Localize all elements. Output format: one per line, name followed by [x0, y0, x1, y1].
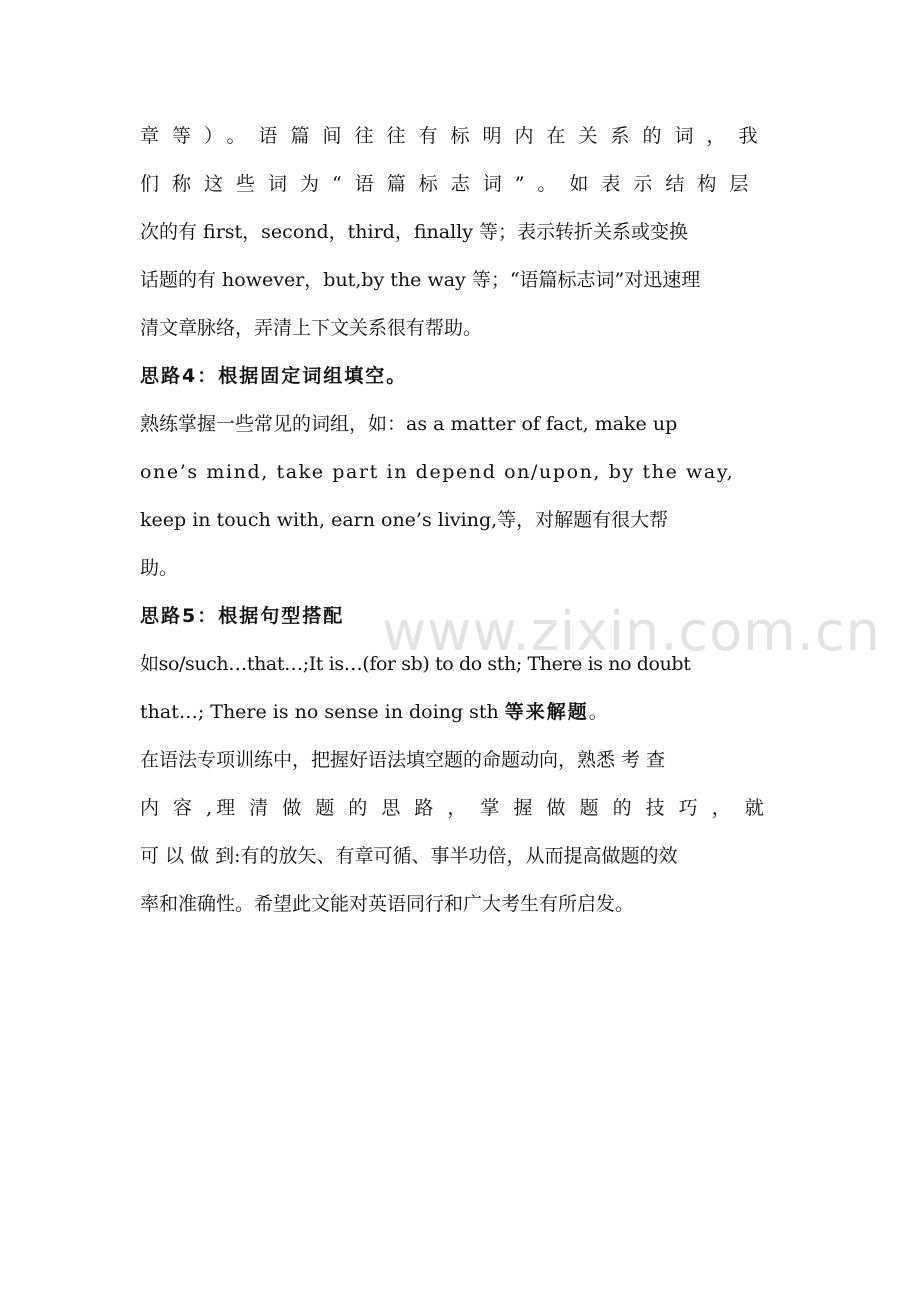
paragraph-line-3: 次的有 first，second，third，finally 等；表示转折关系或变换 [140, 221, 689, 243]
watermark: www.zixin.com.cn [382, 600, 881, 663]
paragraph-line-11-text: that…; There is no sense in doing sth [140, 701, 505, 723]
paragraph-line-15: 率和准确性。希望此文能对英语同行和广大考生有所启发。 [140, 893, 635, 915]
paragraph-line-13: 内 容 ,理 清 做 题 的 思 路 ， 掌 握 做 题 的 技 巧 ， 就 [140, 797, 768, 819]
document-body [140, 112, 830, 928]
section-heading-5: 思路5：根据句型搭配 [140, 605, 345, 627]
paragraph-line-6: 熟练掌握一些常见的词组，如：as a matter of fact, make up [140, 413, 678, 435]
paragraph-line-11 [140, 688, 830, 736]
paragraph-line-14: 可 以 做 到:有的放矢、有章可循、事半功倍，从而提高做题的效 [140, 845, 678, 867]
paragraph-line-10: 如so/such…that…;It is…(for sb) to do sth; There is no doubt [140, 653, 691, 675]
paragraph-line-1: 章等）。语篇间往往有标明内在关系的词，我 [140, 125, 771, 147]
paragraph-line-8: keep in touch with, earn one’s living,等，对解题有很大帮 [140, 509, 669, 531]
bold-phrase: 等来解题 [504, 701, 589, 723]
paragraph-line-9: 助。 [140, 557, 179, 579]
paragraph-line-4: 话题的有 however，but,by the way 等；“语篇标志词”对迅速理 [140, 269, 701, 291]
paragraph-line-2: 们称这些词为“语篇标志词”。如表示结构层 [140, 173, 762, 195]
paragraph-line-5: 清文章脉络，弄清上下文关系很有帮助。 [140, 317, 483, 339]
section-heading-4: 思路4：根据固定词组填空。 [140, 365, 408, 387]
paragraph-line-12: 在语法专项训练中，把握好语法填空题的命题动向，熟悉 考 查 [140, 749, 666, 771]
paragraph-line-11-end: 。 [588, 701, 608, 723]
paragraph-line-7: one’s mind, take part in depend on/upon, by the way, [140, 461, 735, 483]
